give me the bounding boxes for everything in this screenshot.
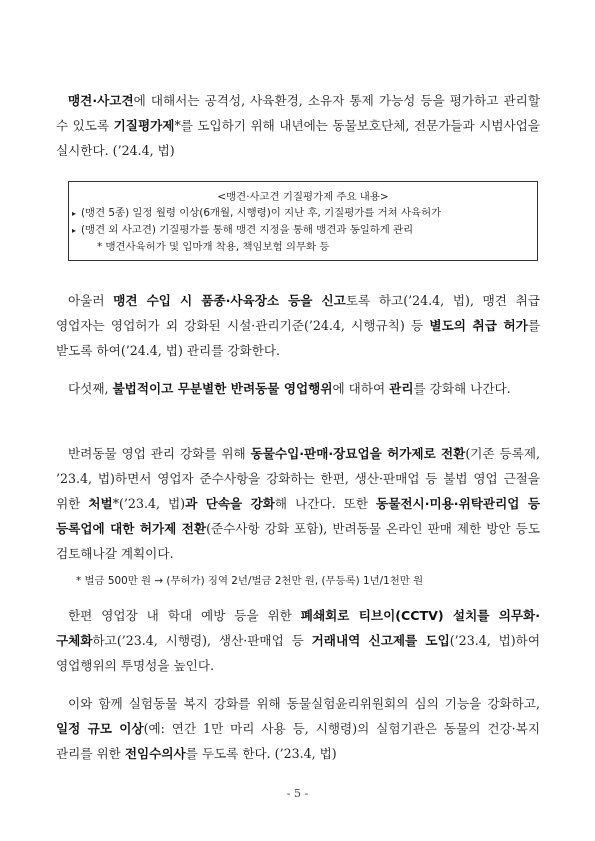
bold-text: 과 단속을 강화 bbox=[185, 496, 275, 511]
box-line-text: (맹견 5종) 일정 월령 이상(6개월, 시행령)이 지난 후, 기질평가를 거쳐 사육허가 bbox=[81, 207, 442, 219]
text: 를 두도록 한다. (’23.4, 법) bbox=[185, 746, 337, 761]
text: 아울러 bbox=[68, 293, 114, 308]
bold-text: 기질평가제 bbox=[113, 118, 175, 133]
text: (준수사항 강화 포함), 반려동물 온라인 판매 제한 방안 등도 검토해나갈 계획이다. bbox=[56, 521, 540, 561]
bold-text: 일정 규모 이상 bbox=[56, 721, 144, 736]
text: *(’23.4, 법) bbox=[112, 496, 186, 511]
text: 를 강화해 나간다. bbox=[413, 381, 511, 396]
text: 에 대해서는 공격성, 사육환경, 소유자 통제 가능성 등을 평가하고 관리할 수 있도록 bbox=[56, 93, 540, 133]
paragraph-business-management bbox=[56, 441, 540, 566]
text: 다섯째, bbox=[68, 381, 113, 396]
text: (’23.4, 법)하여 영업행위의 투명성을 높인다. bbox=[56, 633, 540, 673]
box-line-text: (맹견 외 사고견) 기질평가를 통해 맹견 지정을 통해 맹견과 동일하게 관리 bbox=[81, 224, 414, 236]
bold-text: 맹견 수입 시 품종·사육장소 등을 신고 bbox=[113, 293, 346, 308]
text: 해 나간다. 또한 bbox=[274, 496, 377, 511]
summary-box bbox=[68, 181, 538, 261]
bold-text: 별도의 취급 허가 bbox=[429, 318, 528, 333]
text: *를 도입하기 위해 내년에는 동물보호단체, 전문가들과 시범사업을 실시한다. (’24.4, 법) bbox=[56, 118, 541, 158]
bold-text: 관리 bbox=[389, 381, 414, 396]
box-line-1 bbox=[69, 205, 537, 222]
text: 한편 영업장 내 학대 예방 등을 위한 bbox=[68, 608, 301, 623]
bold-text: 동물전시·미용·위탁관리업 등 등록업에 대한 허가제 전환 bbox=[56, 496, 540, 536]
bold-text: 거래내역 신고제를 도입 bbox=[311, 633, 450, 648]
bold-text: 전임수의사 bbox=[124, 746, 186, 761]
bold-text: 맹견·사고견 bbox=[68, 93, 134, 108]
text: 이와 함께 실험동물 복지 강화를 위해 동물실험윤리위원회의 심의 기능을 강화하고, bbox=[68, 696, 540, 711]
text: (예: 연간 1만 마리 사용 등, 시행령)의 실험기관은 동물의 건강·복지 관리를 위한 bbox=[56, 721, 540, 761]
box-note: * 맹견사육허가 및 입마개 착용, 책임보험 의무화 등 bbox=[97, 241, 330, 253]
paragraph-fifth bbox=[56, 376, 540, 401]
box-line-2 bbox=[69, 222, 537, 239]
bold-text: 폐쇄회로 티브이(CCTV) 설치를 의무화·구체화 bbox=[56, 608, 540, 648]
text: 하고(’23.4, 시행령), 생산·판매업 등 bbox=[92, 633, 312, 648]
bold-text: 불법적이고 무분별한 반려동물 영업행위 bbox=[112, 381, 333, 396]
text: 토록 하고(’24.4, 법), 맹견 취급 영업자는 영업허가 외 강화된 시설·관리기준(’24.4, 시행규칙) 등 bbox=[56, 293, 541, 333]
fine-footnote: * 벌금 500만 원 → (무허가) 징역 2년/벌금 2천만 원, (무등록) 1년/1천만 원 bbox=[76, 575, 424, 587]
text: 반려동물 영업 관리 강화를 위해 bbox=[68, 446, 251, 461]
box-title: <맹견·사고견 기질평가제 주요 내용> bbox=[217, 191, 389, 203]
bullet-icon: ▸ bbox=[72, 209, 77, 218]
text: (기존 등록제, ’23.4, 법)하면서 영업자 준수사항을 강화하는 한편, 생산·판매업 등 불법 영업 근절을 위한 bbox=[56, 446, 540, 511]
paragraph-cctv bbox=[56, 603, 540, 678]
text: 를 받도록 하여(’24.4, 법) 관리를 강화한다. bbox=[56, 318, 540, 358]
paragraph-lab-animals bbox=[56, 691, 540, 766]
paragraph-aggressive-dogs bbox=[56, 88, 540, 163]
text: 에 대하여 bbox=[332, 381, 390, 396]
paragraph-import-report bbox=[56, 288, 540, 363]
page-number: - 5 - bbox=[286, 787, 309, 800]
bold-text: 처벌 bbox=[88, 496, 113, 511]
bold-text: 동물수입·판매·장묘업을 허가제로 전환 bbox=[250, 446, 466, 461]
bullet-icon: ▸ bbox=[72, 226, 77, 235]
